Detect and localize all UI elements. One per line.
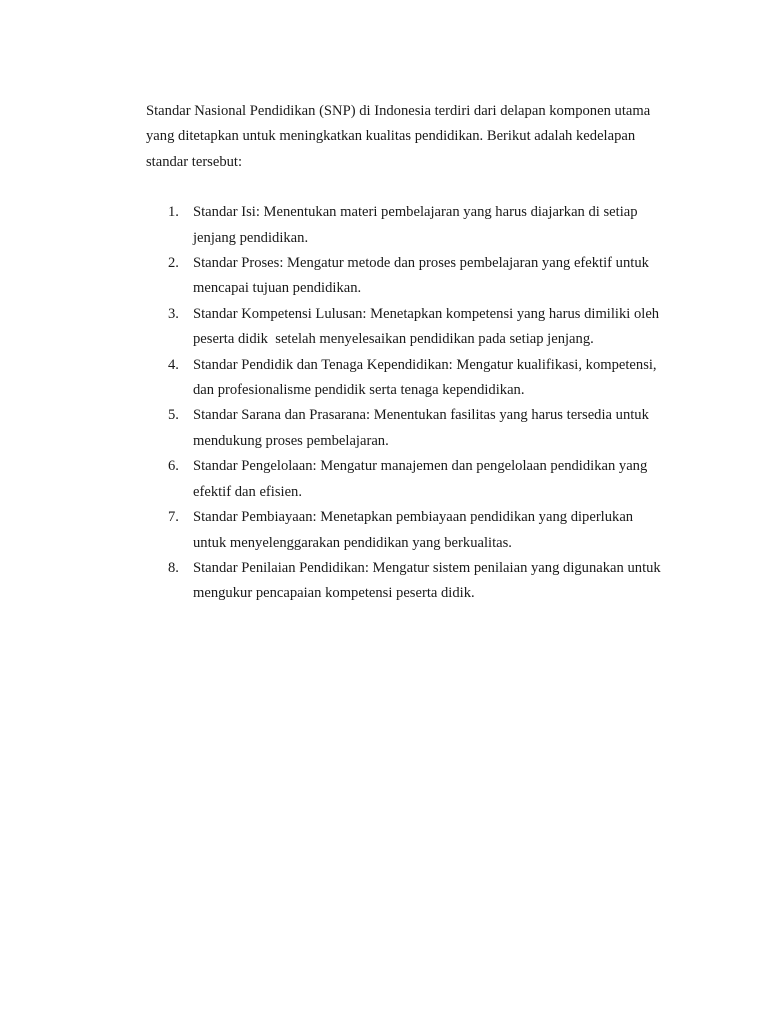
list-item-text: Standar Kompetensi Lulusan: Menetapkan kompetensi yang harus dimiliki oleh peserta didik setelah menyelesaikan pendidikan pada setiap jenjang.: [193, 305, 663, 348]
list-item-text: Standar Pengelolaan: Mengatur manajemen dan pengelolaan pendidikan yang efektif dan efisien.: [193, 458, 648, 500]
list-item-number: 8.: [168, 559, 179, 576]
list-item-text: Standar Isi: Menentukan materi pembelajaran yang harus diajarkan di setiap jenjang pendidikan.: [193, 204, 638, 246]
list-item-number: 6.: [168, 458, 179, 475]
list-item: [146, 454, 666, 505]
list-item: [146, 556, 666, 607]
list-item: [146, 353, 666, 404]
list-item: [146, 251, 666, 302]
list-item-text: Standar Pembiayaan: Menetapkan pembiayaan pendidikan yang diperlukan untuk menyelenggarakan pendidikan yang berkualitas.: [193, 509, 634, 551]
list-item-text: Standar Pendidik dan Tenaga Kependidikan: Mengatur kualifikasi, kompetensi, dan profesionalisme pendidik serta tenaga kependidikan.: [193, 356, 657, 399]
list-item-number: 7.: [168, 509, 179, 526]
list-item-number: 4.: [168, 356, 179, 373]
list-item-text: Standar Penilaian Pendidikan: Mengatur sistem penilaian yang digunakan untuk mengukur pencapaian kompetensi peserta didik.: [193, 559, 661, 602]
list-item-number: 1.: [168, 204, 179, 221]
list-item: [146, 302, 666, 353]
list-item-number: 2.: [168, 255, 179, 272]
document-body: [146, 99, 666, 607]
list-item-number: 5.: [168, 407, 179, 424]
list-item: [146, 505, 666, 556]
list-item-text: Standar Proses: Mengatur metode dan proses pembelajaran yang efektif untuk mencapai tujuan pendidikan.: [193, 255, 649, 297]
list-item-number: 3.: [168, 305, 179, 322]
standards-list: [146, 200, 666, 607]
list-item-text: Standar Sarana dan Prasarana: Menentukan fasilitas yang harus tersedia untuk mendukung proses pembelajaran.: [193, 407, 649, 449]
list-item: [146, 200, 666, 251]
list-item: [146, 403, 666, 454]
intro-paragraph: Standar Nasional Pendidikan (SNP) di Indonesia terdiri dari delapan komponen utama yang ditetapkan untuk meningkatkan kualitas pendidikan. Berikut adalah kedelapan standar tersebut:: [146, 103, 651, 170]
